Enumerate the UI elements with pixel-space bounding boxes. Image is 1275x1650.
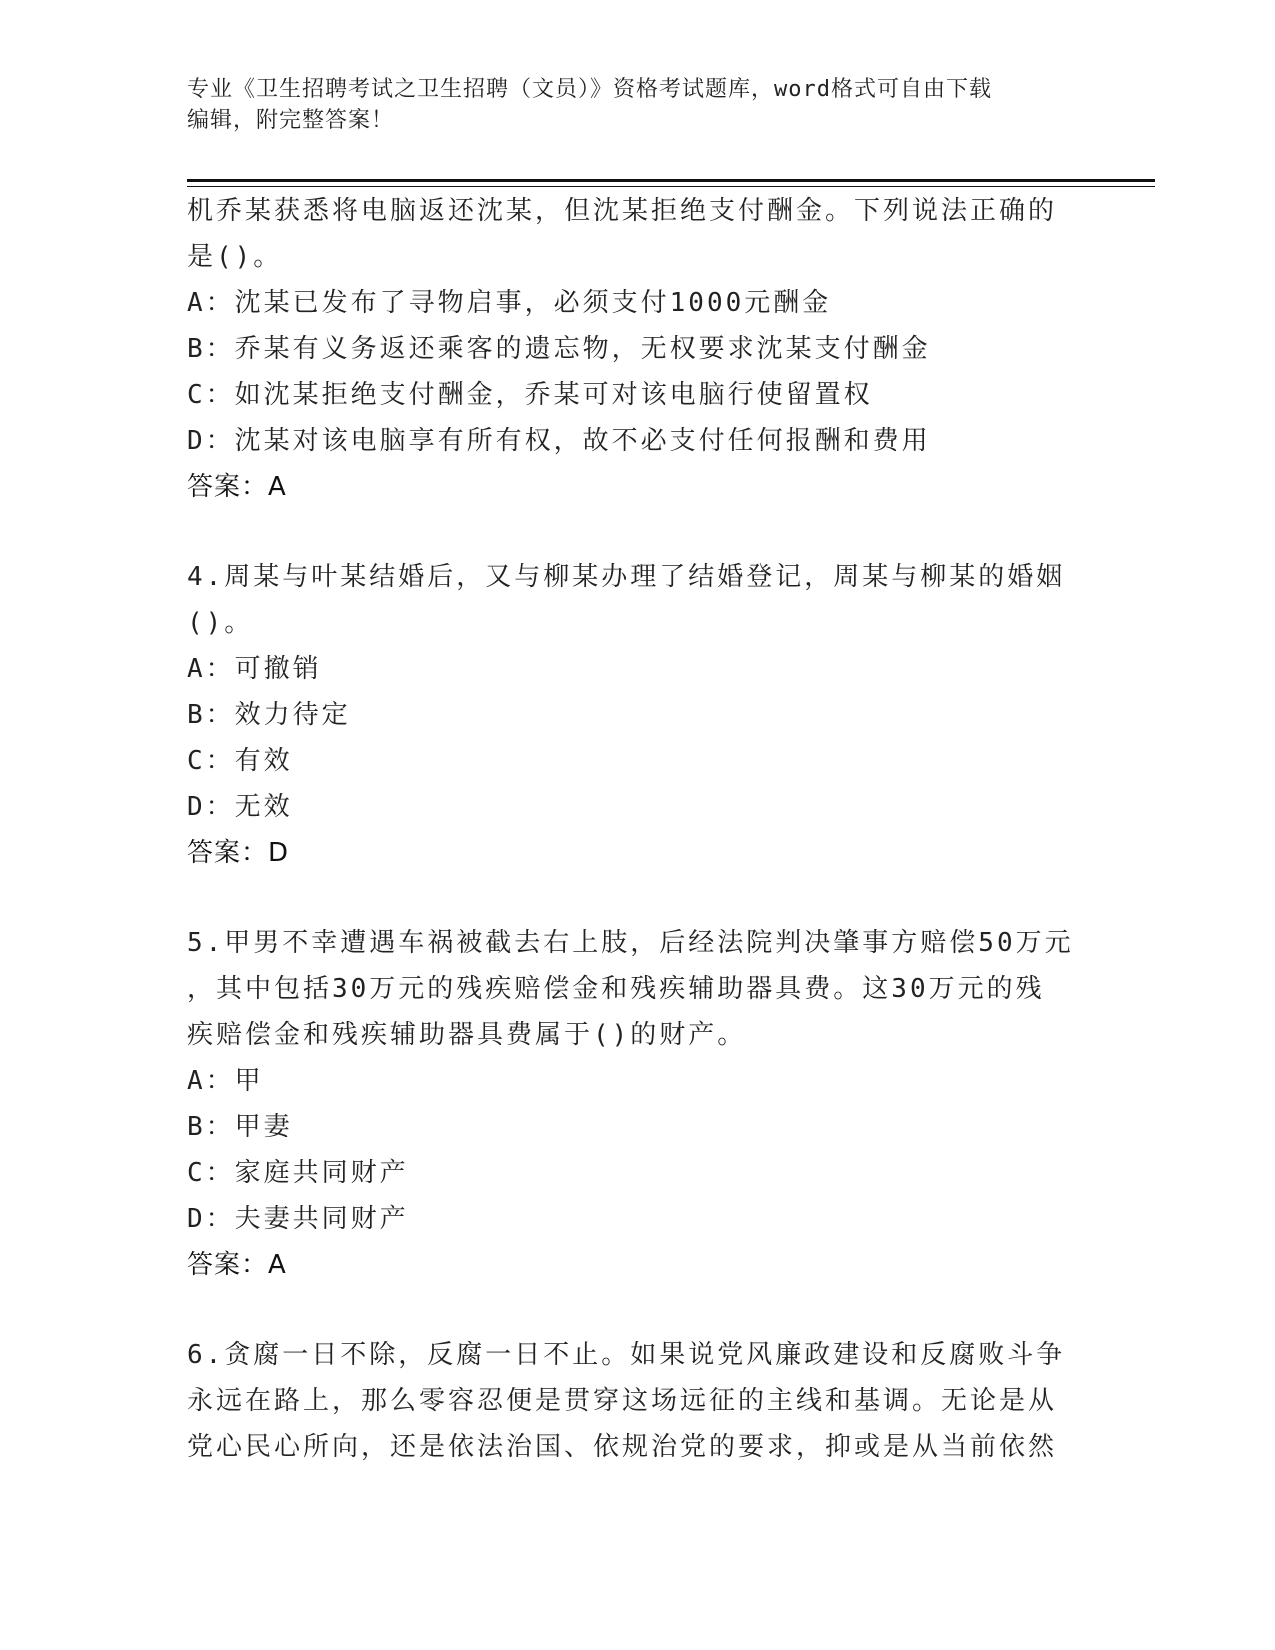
- question-4-text-line-1: 4.周某与叶某结婚后，又与柳某办理了结婚登记，周某与柳某的婚姻: [187, 562, 1066, 592]
- question-3-option-d: D：沈某对该电脑享有所有权，故不必支付任何报酬和费用: [187, 426, 931, 456]
- question-4-option-b: B：效力待定: [187, 700, 351, 730]
- header-line-1: 专业《卫生招聘考试之卫生招聘（文员）》资格考试题库，word格式可自由下载: [187, 77, 992, 102]
- question-6-text-line-2: 永远在路上，那么零容忍便是贯穿这场远征的主线和基调。无论是从: [187, 1386, 1058, 1416]
- header-divider-thin: [187, 186, 1155, 187]
- question-3-block: [187, 188, 1107, 510]
- question-3-text-line-2: 是()。: [187, 242, 283, 272]
- question-5-text-line-3: 疾赔偿金和残疾辅助器具费属于()的财产。: [187, 1020, 747, 1050]
- question-5-option-c: C：家庭共同财产: [187, 1158, 409, 1188]
- question-3-option-b: B：乔某有义务返还乘客的遗忘物，无权要求沈某支付酬金: [187, 334, 931, 364]
- question-4-text-line-2: ()。: [187, 608, 254, 638]
- question-spacer: [187, 876, 1107, 920]
- question-5-block: [187, 920, 1107, 1288]
- question-5-answer: 答案：A: [187, 1250, 287, 1280]
- header-line-2: 编辑，附完整答案！: [187, 108, 395, 133]
- question-4-option-a: A：可撤销: [187, 654, 322, 684]
- question-spacer: [187, 1288, 1107, 1332]
- question-4-option-d: D：无效: [187, 792, 293, 822]
- question-list: [187, 188, 1107, 1470]
- question-5-option-d: D：夫妻共同财产: [187, 1204, 409, 1234]
- question-5-text-line-2: ，其中包括30万元的残疾赔偿金和残疾辅助器具费。这30万元的残: [187, 974, 1045, 1004]
- question-5-text-line-1: 5.甲男不幸遭遇车祸被截去右上肢，后经法院判决肇事方赔偿50万元: [187, 928, 1074, 958]
- question-4-answer: 答案：D: [187, 838, 290, 868]
- question-4-block: [187, 554, 1107, 876]
- question-6-text-line-1: 6.贪腐一日不除，反腐一日不止。如果说党风廉政建设和反腐败斗争: [187, 1340, 1066, 1370]
- question-6-block: [187, 1332, 1107, 1470]
- question-3-option-a: A：沈某已发布了寻物启事，必须支付1000元酬金: [187, 288, 832, 318]
- question-3-option-c: C：如沈某拒绝支付酬金，乔某可对该电脑行使留置权: [187, 380, 873, 410]
- question-4-option-c: C：有效: [187, 746, 293, 776]
- header-divider-thick: [187, 179, 1155, 182]
- question-6-text-line-3: 党心民心所向，还是依法治国、依规治党的要求，抑或是从当前依然: [187, 1432, 1058, 1462]
- question-5-option-b: B：甲妻: [187, 1112, 293, 1142]
- document-header: [187, 74, 1087, 136]
- question-3-answer: 答案：A: [187, 472, 287, 502]
- question-5-option-a: A：甲: [187, 1066, 264, 1096]
- question-3-text-line-1: 机乔某获悉将电脑返还沈某，但沈某拒绝支付酬金。下列说法正确的: [187, 196, 1058, 226]
- question-spacer: [187, 510, 1107, 554]
